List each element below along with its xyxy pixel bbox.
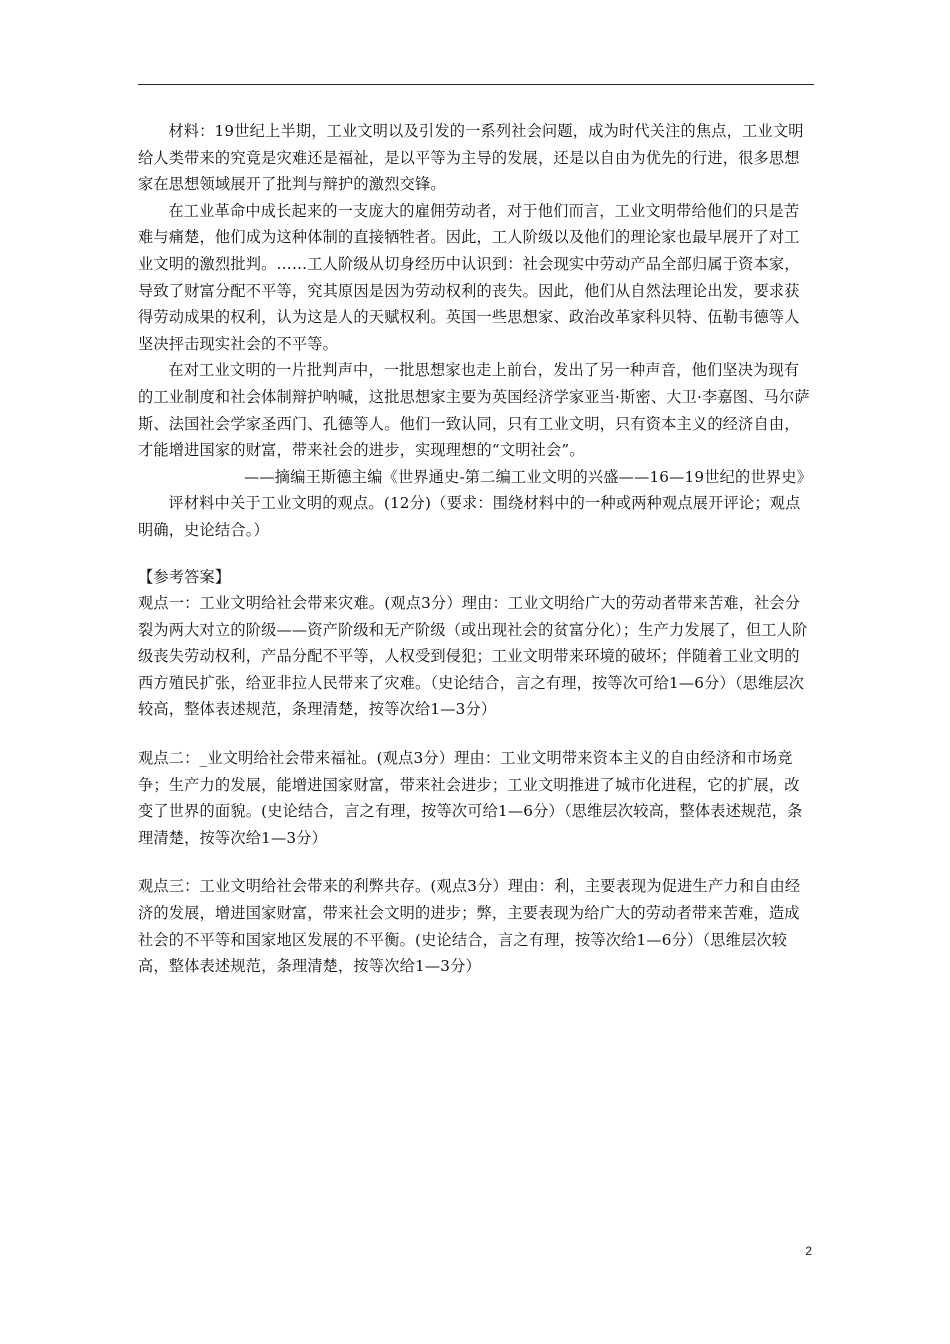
paragraph-spacer — [138, 851, 814, 873]
question-text: 评材料中关于工业文明的观点。(12分)（要求：围绕材料中的一种或两种观点展开评论；观点明确，史论结合。） — [138, 494, 801, 539]
document-body — [138, 118, 814, 980]
page-number: 2 — [805, 1244, 812, 1258]
answer-heading: 【参考答案】 — [138, 567, 231, 586]
answer-view-2: 观点二：_业文明给社会带来福祉。(观点3分）理由：工业文明带来资本主义的自由经济和市场竞争；生产力的发展，能增进国家财富，带来社会进步；工业文明推进了城市化进程，它的扩展，改变了世界的面貌。(史论结合，言之有理，按等次可给1—6分）（思维层次较高，整体表述规范，条理清楚，按等次给1—3分） — [138, 749, 803, 847]
answer-view-3: 观点三：工业文明给社会带来的利弊共存。(观点3分）理由：利，主要表现为促进生产力和自由经济的发展，增进国家财富，带来社会文明的进步；弊，主要表现为给广大的劳动者带来苦难，造成社会的不平等和国家地区发展的不平衡。(史论结合，言之有理，按等次给1—6分）（思维层次较高，整体表述规范，条理清楚，按等次给1—3分） — [138, 877, 801, 976]
material-paragraph-3: 在对工业文明的一片批判声中，一批思想家也走上前台，发出了另一种声音，他们坚决为现有的工业制度和社会体制辩护呐喊，这批思想家主要为英国经济学家亚当·斯密、大卫·李嘉图、马尔萨斯、法国社会学家圣西门、孔德等人。他们一致认同，只有工业文明，只有资本主义的经济自由，才能增进国家的财富，带来社会的进步，实现理想的“文明社会”。 — [138, 361, 810, 460]
answer-view-1: 观点一：工业文明给社会带来灾难。(观点3分）理由：工业文明给广大的劳动者带来苦难，社会分裂为两大对立的阶级——资产阶级和无产阶级（或出现社会的贫富分化）；生产力发展了，但工人阶级丧失劳动权利，产品分配不平等，人权受到侵犯；工业文明带来环境的破坏；伴随着工业文明的西方殖民扩张，给亚非拉人民带来了灾难。（史论结合，言之有理，按等次可给1—6分）（思维层次较高，整体表述规范，条理清楚，按等次给1—3分） — [138, 594, 808, 719]
paragraph-spacer — [138, 723, 814, 745]
section-spacer — [138, 544, 814, 564]
header-rule — [138, 84, 814, 85]
material-paragraph-2: 在工业革命中成长起来的一支庞大的雇佣劳动者，对于他们而言，工业文明带给他们的只是苦难与痛楚，他们成为这种体制的直接牺牲者。因此，工人阶级以及他们的理论家也最早展开了对工业文明的激烈批判。……工人阶级从切身经历中认识到：社会现实中劳动产品全部归属于资本家，导致了财富分配不平等，究其原因是因为劳动权利的丧失。因此，他们从自然法理论出发，要求获得劳动成果的权利，认为这是人的天赋权利。英国一些思想家、政治改革家科贝特、伍勒韦德等人坚决抨击现实社会的不平等。 — [138, 201, 800, 353]
material-paragraph-1: 材料：19世纪上半期，工业文明以及引发的一系列社会问题，成为时代关注的焦点，工业文明给人类带来的究竟是灾难还是福祉，是以平等为主导的发展，还是以自由为优先的行进，很多思想家在思想领域展开了批判与辩护的激烈交锋。 — [138, 122, 804, 194]
material-source: ——摘编王斯德主编《世界通史-第二编工业文明的兴盛——16—19世纪的世界史》 — [244, 467, 812, 486]
